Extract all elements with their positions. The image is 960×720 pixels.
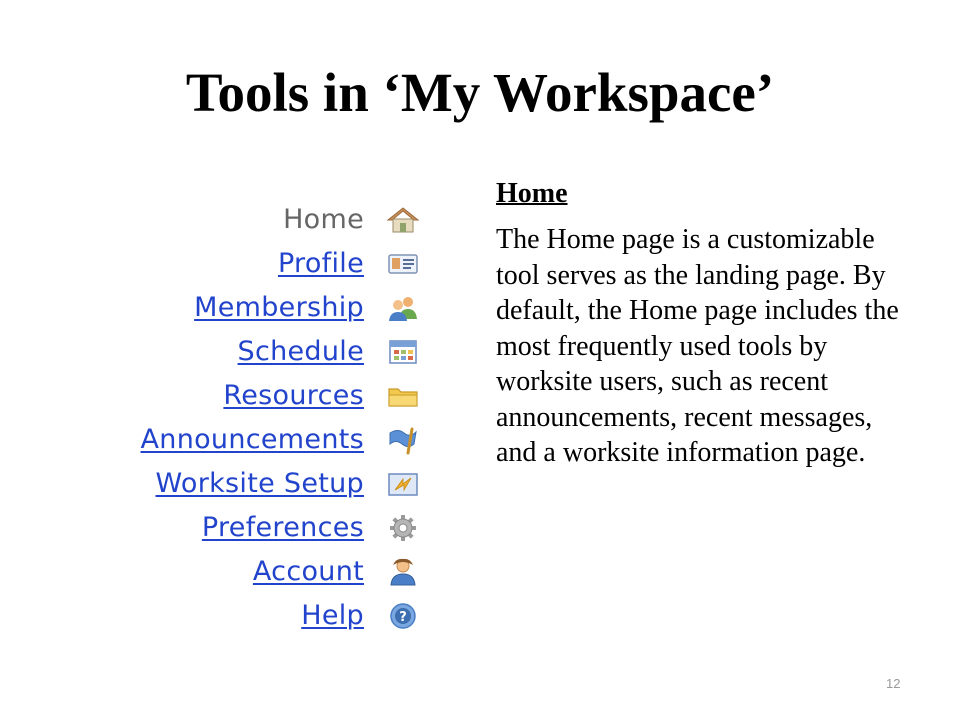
nav-item-label: Schedule (237, 336, 364, 367)
nav-item-account[interactable] (40, 550, 430, 594)
nav-item-announcements[interactable] (40, 418, 430, 462)
people-icon (386, 293, 420, 323)
folder-icon (386, 381, 420, 411)
nav-item-schedule[interactable] (40, 330, 430, 374)
nav-item-preferences[interactable] (40, 506, 430, 550)
gear-icon (386, 513, 420, 543)
section-heading: Home (496, 178, 568, 209)
nav-item-label: Account (252, 556, 364, 587)
nav-item-label: Worksite Setup (155, 468, 364, 499)
nav-item-label: Resources (223, 380, 364, 411)
slide-title: Tools in ‘My Workspace’ (185, 62, 775, 123)
workspace-tool-menu (40, 198, 430, 638)
nav-item-home[interactable] (40, 198, 430, 242)
nav-item-label: Home (283, 204, 364, 235)
nav-item-label: Profile (277, 248, 364, 279)
nav-item-label: Help (301, 600, 364, 631)
svg-text:?: ? (399, 610, 407, 625)
flag-icon (386, 425, 420, 455)
help-icon (386, 601, 420, 631)
nav-item-worksite-setup[interactable] (40, 462, 430, 506)
nav-item-label: Preferences (201, 512, 364, 543)
user-icon (386, 557, 420, 587)
nav-item-label: Membership (194, 292, 364, 323)
section-body: The Home page is a customizable tool serves as the landing page. By default, the Home page includes the most frequently used tools by worksite users, such as recent announcements, recent messages, and a worksite information page. (496, 224, 899, 468)
worksite-setup-icon (386, 469, 420, 499)
home-icon (386, 205, 420, 235)
nav-item-profile[interactable] (40, 242, 430, 286)
tool-description (496, 176, 916, 471)
calendar-icon (386, 337, 420, 367)
profile-card-icon (386, 249, 420, 279)
nav-item-resources[interactable] (40, 374, 430, 418)
nav-item-membership[interactable] (40, 286, 430, 330)
page-number: 12 (886, 676, 901, 691)
nav-item-label: Announcements (140, 424, 364, 455)
nav-item-help[interactable] (40, 594, 430, 638)
